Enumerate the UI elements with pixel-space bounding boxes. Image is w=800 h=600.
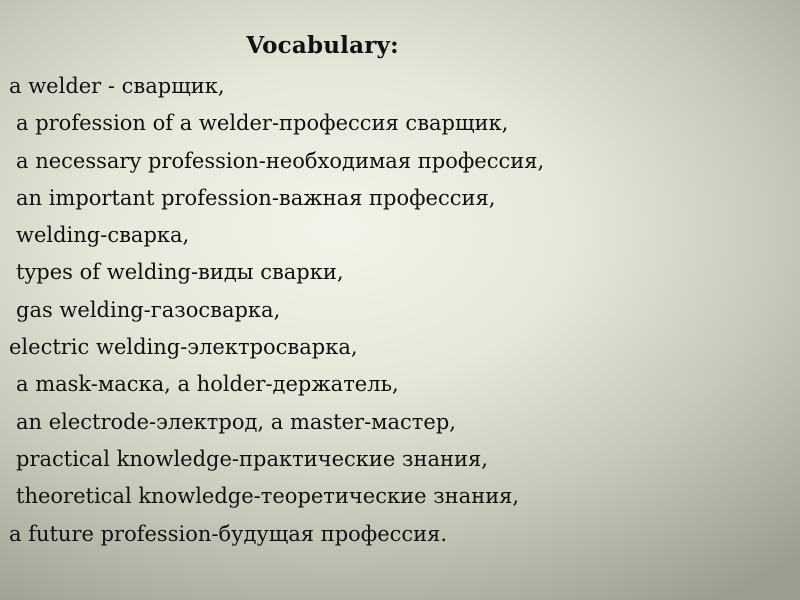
vocabulary-list: [9, 68, 789, 553]
vocabulary-line: types of welding-виды сварки,: [16, 260, 344, 285]
slide-title: Vocabulary:: [246, 32, 399, 59]
vocabulary-line: a mask-маска, a holder-держатель,: [16, 372, 399, 397]
vocabulary-line: a future profession-будущая профессия.: [9, 521, 448, 546]
vocabulary-line: a necessary profession-необходимая профессия,: [16, 148, 545, 173]
vocabulary-line: an important profession-важная профессия,: [16, 185, 496, 210]
vocabulary-line: an electrode-электрод, a master-мастер,: [16, 409, 456, 434]
vocabulary-line: a welder - сварщик,: [9, 74, 225, 98]
vocabulary-line: welding-сварка,: [16, 223, 190, 248]
vocabulary-line: theoretical knowledge-теоретические знания,: [16, 484, 520, 509]
vocabulary-line: gas welding-газосварка,: [16, 297, 281, 322]
vocabulary-line: practical knowledge-практические знания,: [16, 446, 488, 471]
vocabulary-line: a profession of a welder-профессия сварщик,: [16, 111, 509, 136]
vocabulary-line: electric welding-электросварка,: [9, 335, 358, 360]
